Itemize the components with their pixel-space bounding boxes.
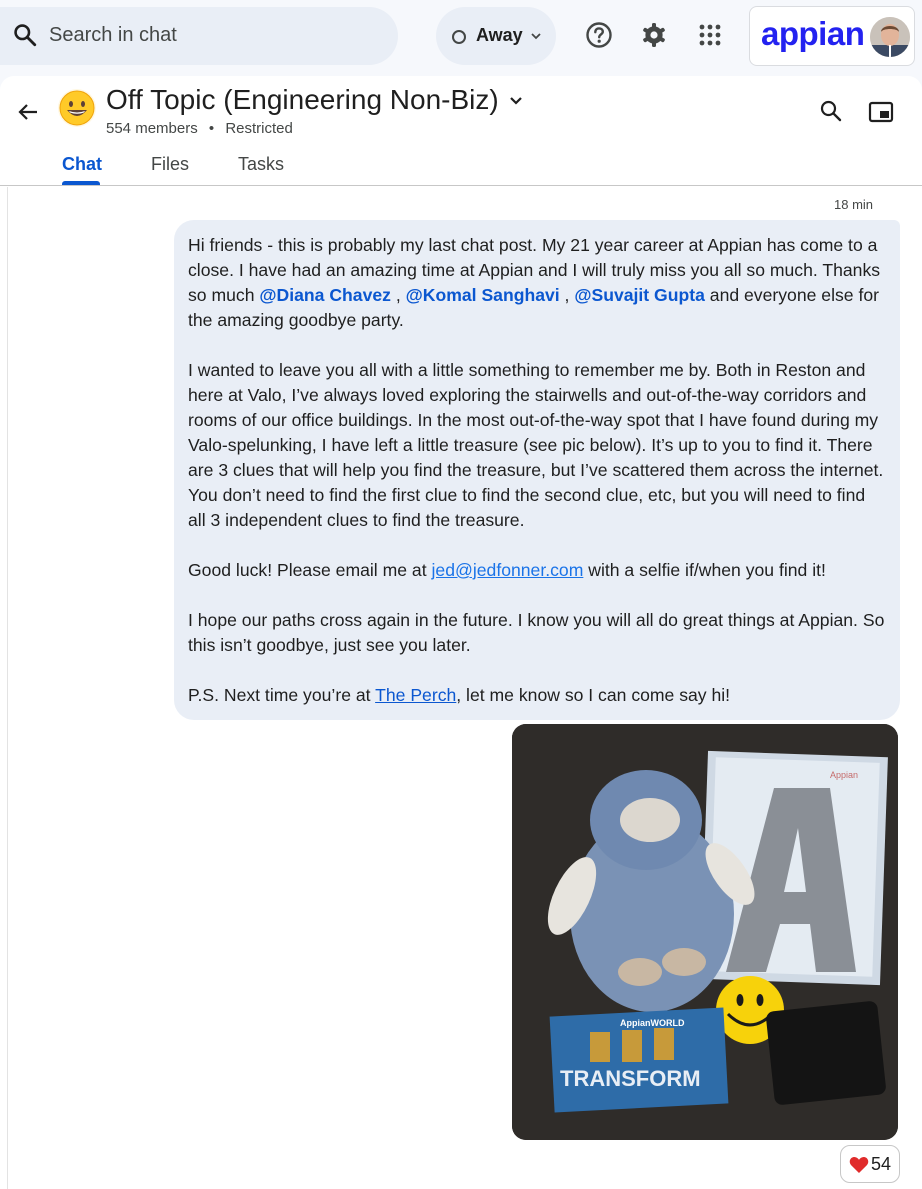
mention-suvajit-gupta[interactable]: @Suvajit Gupta [574, 285, 705, 305]
help-icon[interactable] [585, 21, 613, 49]
message-paragraph [188, 683, 886, 708]
message-text: , let me know so I can come say hi! [456, 685, 731, 705]
message-text: Good luck! Please email me at [188, 560, 432, 580]
message-text: and everyone else for the amazing goodbye party. [188, 285, 879, 330]
member-count[interactable]: 554 members [106, 120, 198, 137]
message-paragraph [188, 558, 886, 583]
room-tabs [0, 146, 922, 186]
chevron-down-icon [529, 29, 543, 43]
room-meta [106, 120, 293, 137]
message-bubble[interactable] [174, 220, 900, 720]
divider [7, 187, 8, 1189]
notebook-brand: Appian [830, 770, 859, 780]
status-dropdown[interactable] [436, 7, 556, 65]
message-text: with a selfie if/when you find it! [583, 560, 826, 580]
treasure-photo [512, 724, 898, 1140]
active-tab-indicator [62, 181, 100, 185]
tab-chat[interactable]: Chat [62, 154, 102, 174]
heart-icon [849, 1156, 869, 1174]
back-arrow-icon[interactable] [16, 100, 40, 124]
tab-tasks[interactable]: Tasks [238, 154, 285, 174]
message-text: P.S. Next time you’re at [188, 685, 376, 705]
picture-in-picture-icon[interactable] [867, 98, 895, 126]
message-paragraph: I hope our paths cross again in the future. I know you will all do great things at Appian. So this isn’t goodbye, just see you later. [188, 610, 885, 655]
message-image[interactable] [512, 724, 898, 1140]
chevron-down-icon[interactable] [506, 91, 526, 111]
book-brand: AppianWORLD [620, 1018, 685, 1028]
chat-panel [0, 76, 922, 1189]
mention-komal-sanghavi[interactable]: @Komal Sanghavi [405, 285, 560, 305]
access-label: Restricted [225, 120, 293, 137]
message-text: , [559, 285, 575, 305]
status-dot-icon [452, 30, 466, 44]
email-link[interactable]: jed@jedfonner.com [431, 560, 584, 580]
transform-book [550, 1008, 729, 1113]
mention-diana-chavez[interactable]: @Diana Chavez [259, 285, 391, 305]
avatar[interactable] [870, 17, 910, 57]
gear-icon[interactable] [640, 21, 668, 49]
search-icon[interactable] [818, 98, 844, 124]
tab-files[interactable]: Files [151, 154, 190, 174]
message-paragraph: I wanted to leave you all with a little something to remember me by. Both in Reston and here at Valo, I’ve always loved exploring the stairwells and out-of-the-way corridors and rooms of our office buildings. In the most out-of-the-way spot that I have found during my Valo-spelunking, I have left a little treasure (see pic below). It’s up to you to find it. There are 3 clues that will help you find the treasure, but I’ve scattered them across the internet. You don’t need to find the first clue to find the second clue, etc, but you will need to find all 3 independent clues to find the treasure. [188, 360, 884, 530]
book-title: TRANSFORM [560, 1066, 701, 1091]
account-brand-chip[interactable] [749, 6, 915, 66]
meta-separator: • [208, 120, 215, 137]
apps-grid-icon[interactable] [696, 21, 724, 49]
top-bar [0, 0, 922, 76]
room-title[interactable]: Off Topic (Engineering Non-Biz) [106, 84, 499, 115]
avatar-person-icon [870, 17, 910, 57]
reaction-heart[interactable] [840, 1145, 900, 1183]
message-text: Hi friends - this is probably my last chat post. My 21 year career at Appian has come to a close. I have had an amazing time at Appian and I will truly miss you all so much. Thanks so much [188, 235, 881, 305]
search-input[interactable]: Search in chat [49, 24, 177, 46]
search-bar[interactable] [0, 7, 398, 65]
reaction-count: 54 [871, 1154, 892, 1174]
black-wallet [765, 1000, 886, 1105]
status-label: Away [476, 25, 523, 45]
appian-logo: appian [761, 15, 865, 52]
message-paragraph [188, 233, 886, 333]
room-emoji-icon [58, 89, 96, 127]
message-timestamp: 18 min [834, 197, 874, 212]
message-text: , [390, 285, 406, 305]
search-icon [12, 22, 38, 48]
the-perch-link[interactable]: The Perch [375, 685, 457, 705]
